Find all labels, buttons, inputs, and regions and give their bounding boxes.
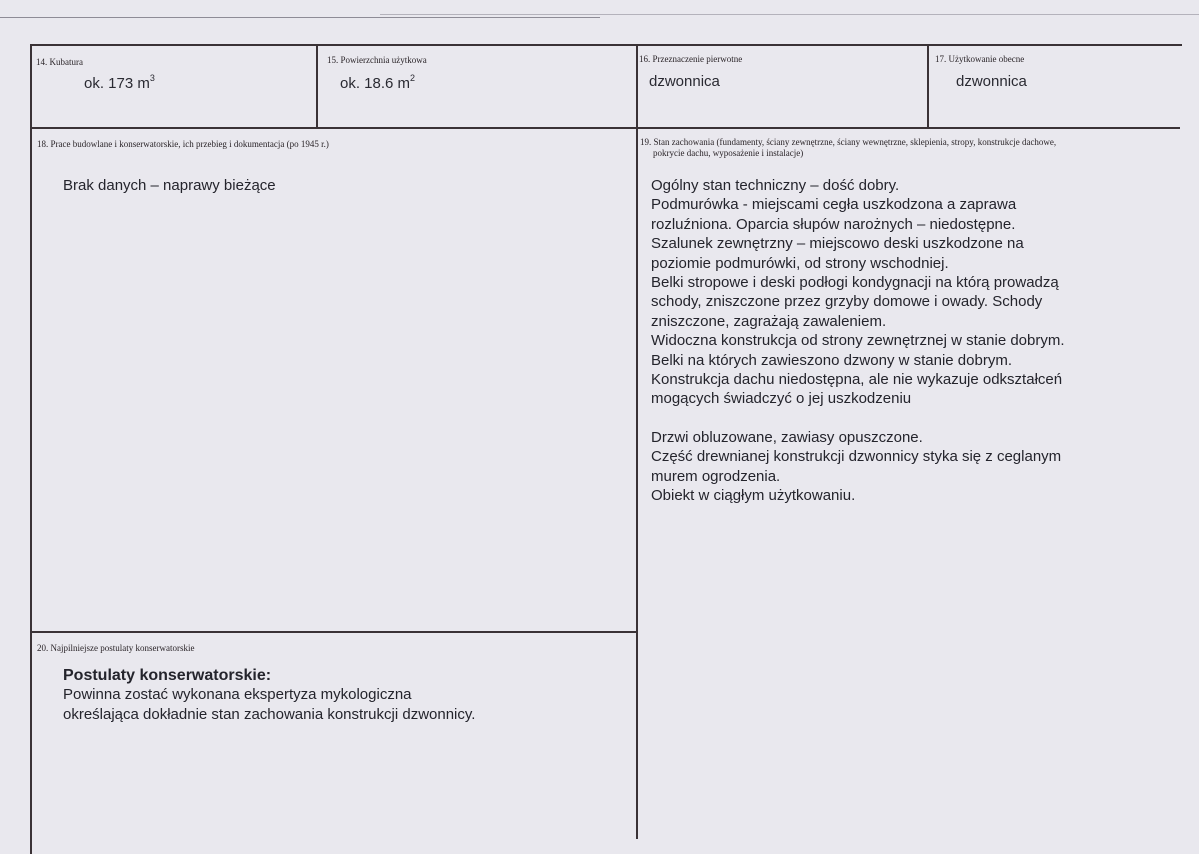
field-19-line: murem ogrodzenia. bbox=[651, 467, 781, 485]
field-19-line: schody, zniszczone przez grzyby domowe i owady. Schody bbox=[651, 293, 1043, 311]
row-divider bbox=[30, 127, 1180, 129]
section-20-divider bbox=[30, 631, 638, 633]
field-19-line: zniszczone, zagrażają zawaleniem. bbox=[651, 312, 887, 330]
col-divider-3 bbox=[927, 44, 929, 128]
field-16-value: dzwonnica bbox=[649, 73, 720, 90]
field-18-text: Brak danych – naprawy bieżące bbox=[63, 177, 276, 194]
field-19-line: Widoczna konstrukcja od strony zewnętrznej w stanie dobrym. bbox=[651, 332, 1065, 350]
field-20-line: określająca dokładnie stan zachowania konstrukcji dzwonnicy. bbox=[63, 705, 476, 723]
left-border bbox=[30, 44, 32, 854]
field-19-line: Część drewnianej konstrukcji dzwonnicy styka się z ceglanym bbox=[651, 448, 1062, 466]
field-19-line: Podmurówka - miejscami cegła uszkodzona a zaprawa bbox=[651, 196, 1017, 214]
top-border bbox=[30, 44, 1182, 46]
field-19-line: poziomie podmurówki, od strony wschodniej. bbox=[651, 254, 949, 272]
field-19-line: Ogólny stan techniczny – dość dobry. bbox=[651, 177, 900, 194]
field-18-label: 18. Prace budowlane i konserwatorskie, ich przebieg i dokumentacja (po 1945 r.) bbox=[37, 139, 329, 149]
field-15-value-unit-exp: 2 bbox=[410, 73, 416, 83]
top-scan-line bbox=[0, 17, 600, 18]
col-divider-1 bbox=[316, 44, 318, 128]
field-19-line: Obiekt w ciągłym użytkowaniu. bbox=[651, 487, 856, 505]
field-17-value: dzwonnica bbox=[956, 73, 1027, 90]
field-19-label-line-2: pokrycie dachu, wyposażenie i instalacje) bbox=[653, 148, 804, 158]
field-19-line: rozluźniona. Oparcia słupów narożnych – niedostępne. bbox=[651, 215, 1016, 233]
field-17-label: 17. Użytkowanie obecne bbox=[935, 54, 1025, 64]
field-16-label: 16. Przeznaczenie pierwotne bbox=[639, 54, 743, 64]
field-15-label: 15. Powierzchnia użytkowa bbox=[327, 55, 427, 65]
field-19-label bbox=[640, 137, 1056, 159]
field-20-heading: Postulaty konserwatorskie: bbox=[63, 667, 272, 684]
field-20-line: Powinna zostać wykonana ekspertyza mykologiczna bbox=[63, 686, 412, 704]
field-19-line: mogących świadczyć o jej uszkodzeniu bbox=[651, 390, 912, 408]
field-14-value-text: ok. 173 m bbox=[84, 75, 150, 92]
field-15-value-text: ok. 18.6 m bbox=[340, 75, 411, 92]
field-20-text bbox=[63, 666, 475, 724]
field-19-text bbox=[651, 176, 1065, 506]
field-19-line: Drzwi obluzowane, zawiasy opuszczone. bbox=[651, 429, 923, 447]
field-20-label: 20. Najpilniejsze postulaty konserwatorskie bbox=[37, 643, 195, 653]
top-scan-line-2 bbox=[380, 14, 1199, 15]
center-divider bbox=[636, 44, 638, 839]
field-14-value-unit-exp: 3 bbox=[149, 73, 155, 83]
paragraph-gap bbox=[651, 409, 1065, 428]
field-14-label: 14. Kubatura bbox=[36, 57, 83, 67]
field-15-value bbox=[340, 73, 415, 92]
field-19-line: Belki stropowe i deski podłogi kondygnacji na którą prowadzą bbox=[651, 273, 1059, 291]
field-19-label-line-1: 19. Stan zachowania (fundamenty, ściany zewnętrzne, ściany wewnętrzne, sklepienia, stropy, konstrukcje dachowe, bbox=[640, 137, 1057, 147]
field-19-line: Szalunek zewnętrzny – miejscowo deski uszkodzone na bbox=[651, 235, 1024, 253]
field-14-value bbox=[84, 73, 155, 92]
field-19-line: Konstrukcja dachu niedostępna, ale nie wykazuje odkształceń bbox=[651, 370, 1063, 388]
field-19-line: Belki na których zawieszono dzwony w stanie dobrym. bbox=[651, 351, 1012, 369]
